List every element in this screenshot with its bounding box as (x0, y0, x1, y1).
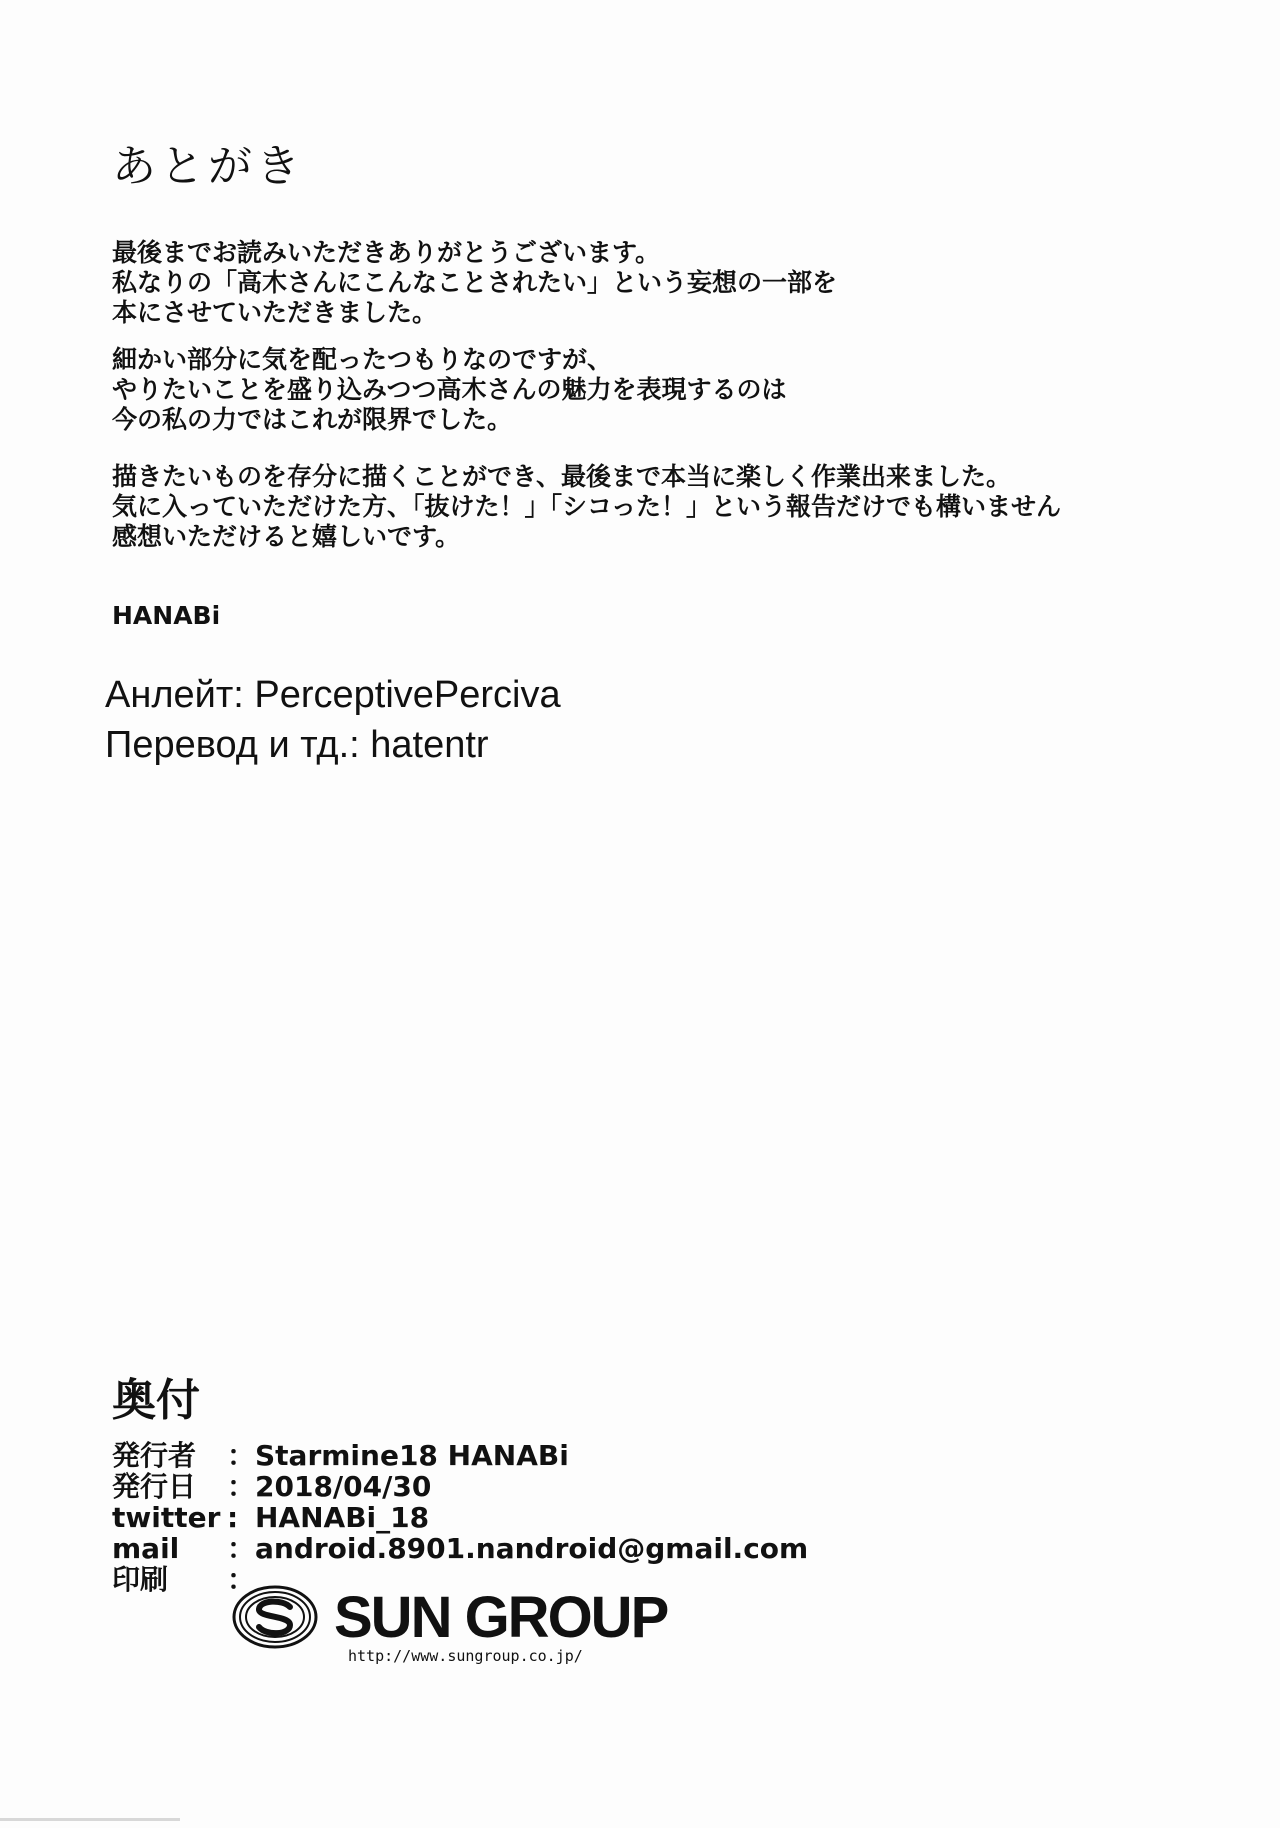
colophon-value: android.8901.nandroid@gmail.com (255, 1532, 809, 1565)
afterword-paragraph-3 (112, 462, 1061, 552)
paragraph-line: 気に入っていただけた方、「抜けた！」「シコった！」という報告だけでも構いません (112, 492, 1062, 521)
colophon-row-publisher (112, 1440, 808, 1471)
paragraph-line: やりたいことを盛り込みつつ高木さんの魅力を表現するのは (112, 375, 787, 404)
colophon-row-date (112, 1471, 808, 1502)
sun-group-logo-icon (232, 1585, 318, 1649)
colophon-value: HANABi_18 (255, 1501, 430, 1534)
author-signature: HANABi (112, 601, 221, 630)
paragraph-line: 感想いただけると嬉しいです。 (112, 522, 461, 551)
colophon-row-mail (112, 1533, 808, 1564)
translation-credit: Перевод и тд.: hatentr (105, 724, 489, 766)
paragraph-line: 描きたいものを存分に描くことができ、最後まで本当に楽しく作業出来ました。 (112, 462, 1012, 491)
colophon-separator: ： (227, 1563, 256, 1596)
colophon-key: 発行日 (112, 1470, 197, 1503)
printer-logo (232, 1585, 692, 1665)
afterword-paragraph-1 (112, 238, 837, 328)
colophon-key: 発行者 (112, 1439, 197, 1472)
colophon-value: Starmine18 HANABi (255, 1439, 569, 1472)
paragraph-line: 最後までお読みいただきありがとうございます。 (112, 238, 661, 267)
colophon-title: 奥付 (112, 1375, 200, 1426)
printer-name: SUN GROUP (334, 1585, 668, 1650)
translation-credits (105, 670, 561, 770)
paragraph-line: 今の私の力ではこれが限界でした。 (112, 405, 513, 434)
colophon-value: 2018/04/30 (255, 1470, 432, 1503)
paragraph-line: 本にさせていただきました。 (112, 298, 438, 327)
afterword-paragraph-2 (112, 345, 787, 435)
afterword-title: あとがき (112, 141, 304, 192)
paragraph-line: 細かい部分に気を配ったつもりなのですが、 (112, 345, 613, 374)
colophon-separator: ： (227, 1532, 256, 1565)
colophon-row-twitter (112, 1502, 808, 1533)
printer-url: http://www.sungroup.co.jp/ (348, 1647, 583, 1665)
colophon-key: 印刷 (112, 1563, 169, 1596)
scanlation-credit: Анлейт: PerceptivePerciva (105, 674, 561, 716)
scan-artifact-line (0, 1818, 180, 1821)
colophon-separator: : (227, 1501, 239, 1534)
colophon-separator: ： (227, 1439, 256, 1472)
colophon-key: twitter (112, 1501, 221, 1534)
colophon-separator: ： (227, 1470, 256, 1503)
colophon-table (112, 1440, 808, 1595)
paragraph-line: 私なりの「高木さんにこんなことされたい」という妄想の一部を (112, 268, 838, 297)
colophon-key: mail (112, 1532, 180, 1565)
